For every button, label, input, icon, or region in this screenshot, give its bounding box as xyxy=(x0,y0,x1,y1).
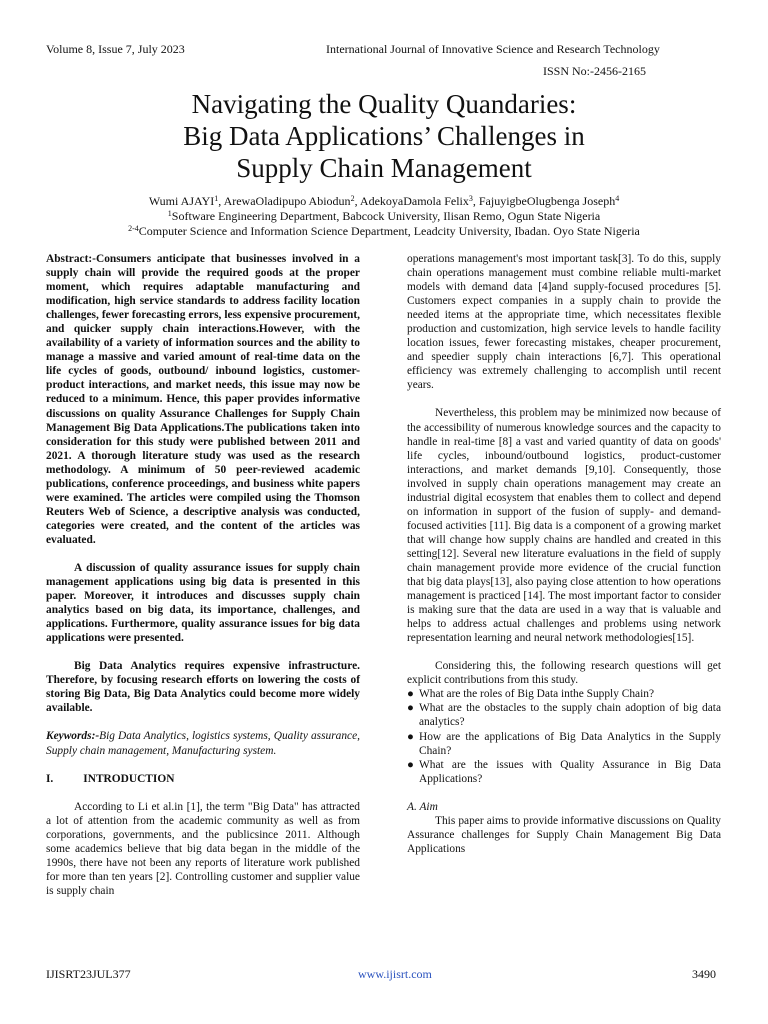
title-line-3: Supply Chain Management xyxy=(236,153,532,183)
bullet-icon: ● xyxy=(407,758,414,771)
author-4: , FajuyigbeOlugbenga Joseph xyxy=(472,194,616,208)
aim-paragraph: This paper aims to provide informative discussions on Quality Assurance challenges for Supply Chain Management Big Data Applications xyxy=(407,814,721,855)
affiliation-2-mark: 2-4 xyxy=(128,224,139,233)
body-paragraph-3: Considering this, the following research questions will get explicit contributions from this study. xyxy=(407,660,721,687)
title-line-2: Big Data Applications’ Challenges in xyxy=(183,121,585,151)
bullet-icon: ● xyxy=(407,702,414,715)
body-paragraph-2: Nevertheless, this problem may be minimized now because of the accessibility of numerous knowledge sources and the capacity to handle in real-time [8] a vast and varied quantity of data on goods' life cycles, inbound/outbound logistics, product-customer interactions, and market demands [9,10]. Consequently, those involved in supply chain operations management may create an industrial digital ecosystem that enables them to collect and depend on information in support of the fusion of supply- and demand-focused activities [11]. Big data is a component of a growing market that will change how supply chains are handled and created in this setting[12]. Several new literature evaluations in the field of supply chain management provide more evidence of the crucial function that big data plays[13], also paying close attention to how operations management is practiced [14]. The most important factor to consider is making sure that the data are used in a way that is valuable and helps to address actual challenges and problems using network representation learning and neural network methodologies[15]. xyxy=(407,407,721,645)
abstract-paragraph-1: Abstract:-Consumers anticipate that businesses involved in a supply chain will provide the required goods at the proper moment, which requires adaptable manufacturing and modification, high service standards to address facility location challenges, fewer forecasting errors, less expensive procurement, and quicker supply chain interactions.However, with the availability of a variety of information sources and the ability to manage a massive and varied amount of real-time data on the life cycles of goods, outbound/ inbound logistics, customer-product interactions, and market needs, this issue may now be reduced to a minimum. Hence, this paper provides informative discussions on quality Assurance Challenges for Supply Chain Management Big Data Applications.The publications taken into consideration for this study were published between 2011 and 2021. A thorough literature study was used as the research methodology. A minimum of 50 peer-reviewed academic publications, conference proceedings, and business white papers were examined. The articles were compiled using the Thomson Reuters Web of Science, a descriptive analysis was conducted, categories were created, and the content of the articles was evaluated. xyxy=(46,253,360,546)
author-1-affiliation-mark: 1 xyxy=(214,194,219,203)
bullet-icon: ● xyxy=(407,688,414,701)
footer-page-number: 3490 xyxy=(692,967,716,981)
keywords-label: Keywords:- xyxy=(46,730,100,743)
body-paragraph-1: operations management's most important task[3]. To do this, supply chain operations management must combine reliable multi-market models with demand data [4]and supply-focused procedures [5]. Customers expect companies in a supply chain to provide the needed items at the appropriate time, which necessitates flexible production and customization, high service levels to handle facility location issues, fewer forecasting mistakes, cheaper procurement, and speedier supply chain interactions [6,7]. This operational efficiency was extremely challenging to accomplish until recent years. xyxy=(407,253,721,392)
author-2-affiliation-mark: 2 xyxy=(350,194,355,203)
research-question-3: How are the applications of Big Data Analytics in the Supply Chain? xyxy=(419,730,721,757)
affiliation-1 xyxy=(0,209,768,224)
research-questions-list xyxy=(407,687,721,785)
subsection-heading-aim: A. Aim xyxy=(407,800,438,813)
header-journal-name: International Journal of Innovative Science and Research Technology xyxy=(326,42,660,56)
section-heading-introduction xyxy=(46,772,360,786)
author-3-affiliation-mark: 3 xyxy=(468,194,473,203)
list-item xyxy=(407,758,721,786)
header-issn: ISSN No:-2456-2165 xyxy=(543,64,647,78)
affiliation-2 xyxy=(0,224,768,239)
list-item xyxy=(407,701,721,729)
author-3: , AdekoyaDamola Felix xyxy=(354,194,469,208)
research-question-2: What are the obstacles to the supply chain adoption of big data analytics? xyxy=(419,702,721,729)
left-column xyxy=(46,252,360,898)
abstract-paragraph-3: Big Data Analytics requires expensive infrastructure. Therefore, by focusing research efforts on lowering the costs of storing Big Data, Big Data Analytics could become more widely available. xyxy=(46,660,360,715)
research-question-4: What are the issues with Quality Assurance in Big Data Applications? xyxy=(419,758,721,785)
author-4-affiliation-mark: 4 xyxy=(615,194,620,203)
author-2: , ArewaOladipupo Abiodun xyxy=(218,194,351,208)
affiliation-1-text: Software Engineering Department, Babcock University, Ilisan Remo, Ogun State Nigeria xyxy=(171,209,601,223)
keywords xyxy=(46,729,360,757)
list-item xyxy=(407,730,721,758)
research-question-1: What are the roles of Big Data inthe Supply Chain? xyxy=(419,688,655,701)
abstract-paragraph-2: A discussion of quality assurance issues for supply chain management applications using big data is presented in this paper. Moreover, it introduces and discusses supply chain analytics based on big data, its importance, challenges, and applications. Furthermore, quality assurance issues for big data applications were presented. xyxy=(46,561,360,645)
keywords-text: Big Data Analytics, logistics systems, Quality assurance, Supply chain management, Manufacturing system. xyxy=(46,730,360,757)
bullet-icon: ● xyxy=(407,730,414,743)
author-block xyxy=(0,194,768,239)
intro-paragraph-1: According to Li et al.in [1], the term "Big Data" has attracted a lot of attention from the academic community as well as from corporations, governments, and the publicsince 2011. Although some academics believe that big data began in the middle of the 1990s, there have not been any reports of literature work published for more than ten years [2]. Controlling customer and supplier value is supply chain xyxy=(46,800,360,897)
author-names xyxy=(0,194,768,209)
affiliation-2-text: Computer Science and Information Science Department, Leadcity University, Ibadan. Oyo State Nigeria xyxy=(138,224,640,238)
right-column xyxy=(407,252,721,856)
header-volume-issue: Volume 8, Issue 7, July 2023 xyxy=(46,42,185,56)
paper-title xyxy=(0,88,768,184)
section-title: INTRODUCTION xyxy=(83,772,175,785)
affiliation-1-mark: 1 xyxy=(167,209,172,218)
section-number: I. xyxy=(46,772,54,785)
title-line-1: Navigating the Quality Quandaries: xyxy=(191,89,577,119)
footer-journal-link[interactable]: www.ijisrt.com xyxy=(358,967,432,981)
author-1: Wumi AJAYI xyxy=(148,194,215,208)
footer-paper-id: IJISRT23JUL377 xyxy=(46,967,131,981)
list-item xyxy=(407,687,721,701)
